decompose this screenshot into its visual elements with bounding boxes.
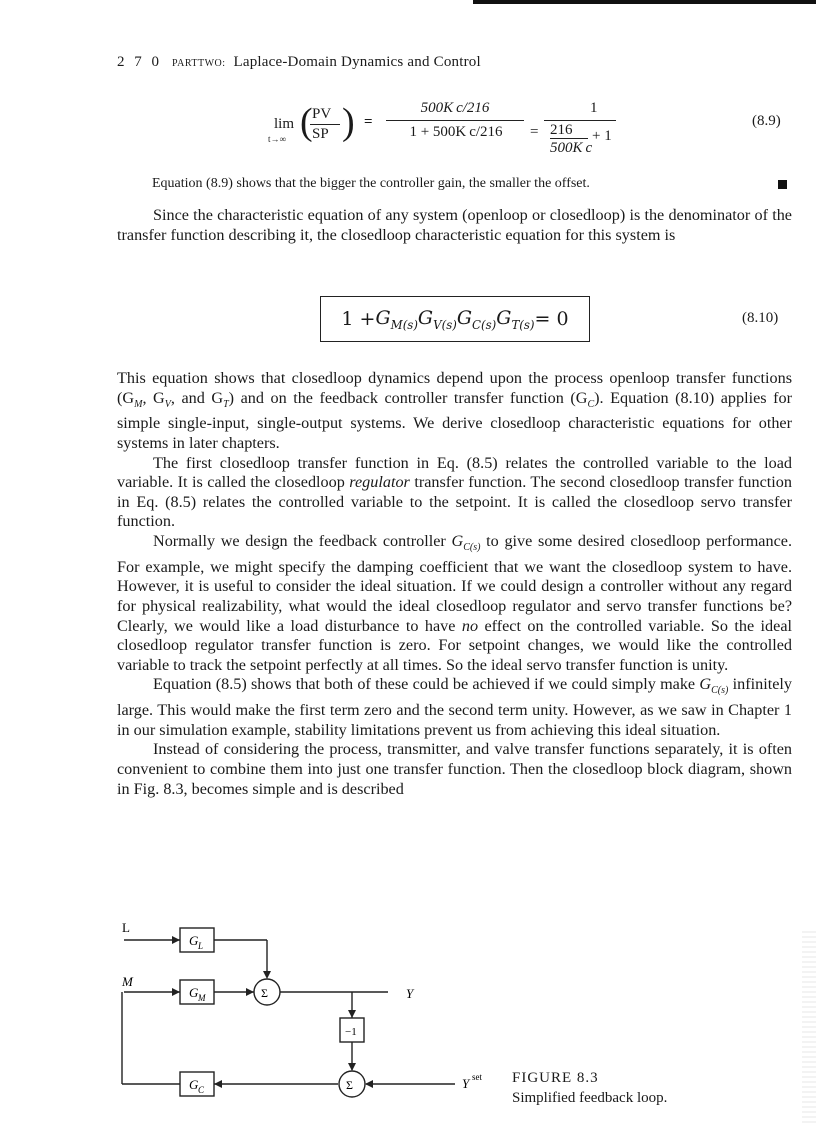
paragraph-equation-85: Equation (8.5) shows that both of these could be achieved if we could simply make $G_{C(s)}$ infinitely large. This would make the first term zero and the second term unity. However, as we saw in Chapter 1 in our simulation example, stability limitations prevent us from achieving this ideal situation. [117, 675, 792, 739]
block-GM-sub: M [198, 993, 206, 1003]
block-GL-sub: L [198, 941, 204, 951]
block-GC-sub: C [198, 1085, 205, 1095]
inner-bar [550, 138, 588, 139]
equation-8-9 [268, 98, 648, 168]
arrow-Yset [365, 1080, 373, 1088]
paragraph-design: Normally we design the feedback controller $G_{C(s)}$ to give some desired closedloop performance. For example, we might specify the damping coefficient that we want the closedloop system to have. However, it is useful to consider the ideal situation. If we could design a controller without any regard for physical realizability, what would the ideal closedloop regulator and servo transfer functions be? Clearly, we would like a load disturbance to have no effect on the controlled variable. So the ideal closedloop regulator transfer function is zero. For setpoint changes, we would like the controlled variable to track the setpoint perfectly at all times. So the ideal servo transfer function is unity. [117, 531, 793, 674]
arrow-neg1 [348, 1010, 356, 1018]
block-neg1-text: −1 [345, 1026, 357, 1038]
page-header [117, 54, 481, 71]
fraction-numerator: 500K c/216 [420, 100, 490, 116]
paragraph-dynamics: This equation shows that closedloop dynamics depend upon the process openloop transfer functions ($G_M$, $G_V$, and $G_T$) and on the feedback controller transfer function $(G_C)$. Equation (8.10) applies for simple single-input, single-output systems. We derive closedloop characteristic equations for other systems in later chapters. [117, 369, 793, 453]
plus-one: + 1 [592, 128, 612, 144]
end-of-example-mark [778, 180, 787, 189]
paragraph-regulator: The first closedloop transfer function in Eq. (8.5) relates the controlled variable to the load variable. It is called the closedloop regulator transfer function. The second closedloop transfer function in Eq. (8.5) relates the controlled variable to the setpoint. It is called the closedloop servo transfer function. [117, 453, 792, 531]
page-number: 2 7 0 [117, 54, 162, 70]
fraction-bar [386, 120, 524, 121]
fraction2-den-b: 500K c [550, 140, 593, 156]
block-GC-text: G [189, 1077, 199, 1092]
label-M: M [122, 974, 133, 989]
label-Yset-sup: set [472, 1072, 482, 1082]
equation-note: Equation (8.9) shows that the bigger the controller gain, the smaller the offset. [152, 176, 590, 191]
equals-sign-2: = [530, 124, 539, 140]
paren-right: ) [342, 101, 355, 143]
scan-margin-artifact [802, 930, 816, 1123]
figure-caption [512, 1068, 667, 1108]
arrow-GM [246, 988, 254, 996]
label-Y: Y [406, 986, 414, 1001]
block-GL-text: G [189, 933, 199, 948]
paragraph-text: Since the characteristic equation of any system (openloop or closedloop) is the denominator of the transfer function describing it, the closedloop characteristic equation for this system is [117, 206, 792, 244]
equation-number-8-10: (8.10) [742, 310, 779, 326]
arrow-L [172, 936, 180, 944]
lim-text: lim [274, 116, 295, 132]
fraction2-bar [544, 120, 616, 121]
eq810-product: $G_{M(s)}G_{V(s)}G_{C(s)}G_{T(s)}$ [375, 306, 535, 332]
part-label: PARTTWO: [171, 58, 226, 69]
sum2-text: Σ [346, 1078, 353, 1092]
equation-8-10-box [320, 296, 590, 342]
fraction2-numerator: 1 [590, 100, 598, 116]
paragraph-characteristic [117, 206, 792, 245]
eq810-rhs: = 0 [534, 308, 569, 330]
arrow-GC [214, 1080, 222, 1088]
chapter-title: Laplace-Domain Dynamics and Control [233, 54, 481, 70]
paren-left: ( [300, 101, 313, 143]
equation-number-8-9: (8.9) [752, 113, 781, 129]
fraction2-den-a: 216 [550, 122, 573, 138]
block-GM-text: G [189, 985, 199, 1000]
equals-sign: = [364, 114, 373, 130]
body-text [117, 369, 792, 799]
pv-label: PV [312, 106, 332, 122]
pv-sp-bar [310, 124, 340, 125]
paragraph-combine: Instead of considering the process, transmitter, and valve transfer functions separately, it is often convenient to combine them into just one transfer function. Then the closedloop block diagram, shown in Fig. 8.3, becomes simple and is described [117, 740, 792, 798]
figure-caption-text: Simplified feedback loop. [512, 1090, 668, 1106]
sum1-text: Σ [261, 986, 268, 1000]
figure-label: FIGURE 8.3 [512, 1070, 599, 1086]
sp-label: SP [312, 126, 329, 142]
lim-subscript: t→∞ [268, 134, 286, 144]
eq810-lhs: 1 + [341, 308, 376, 330]
fraction-denominator: 1 + 500K c/216 [409, 124, 503, 140]
arrow-sum2 [348, 1063, 356, 1071]
arrow-GL-down [263, 971, 271, 979]
top-rule [473, 0, 816, 4]
arrow-M [172, 988, 180, 996]
label-L: L [122, 920, 130, 935]
label-Yset: Y [462, 1076, 470, 1091]
